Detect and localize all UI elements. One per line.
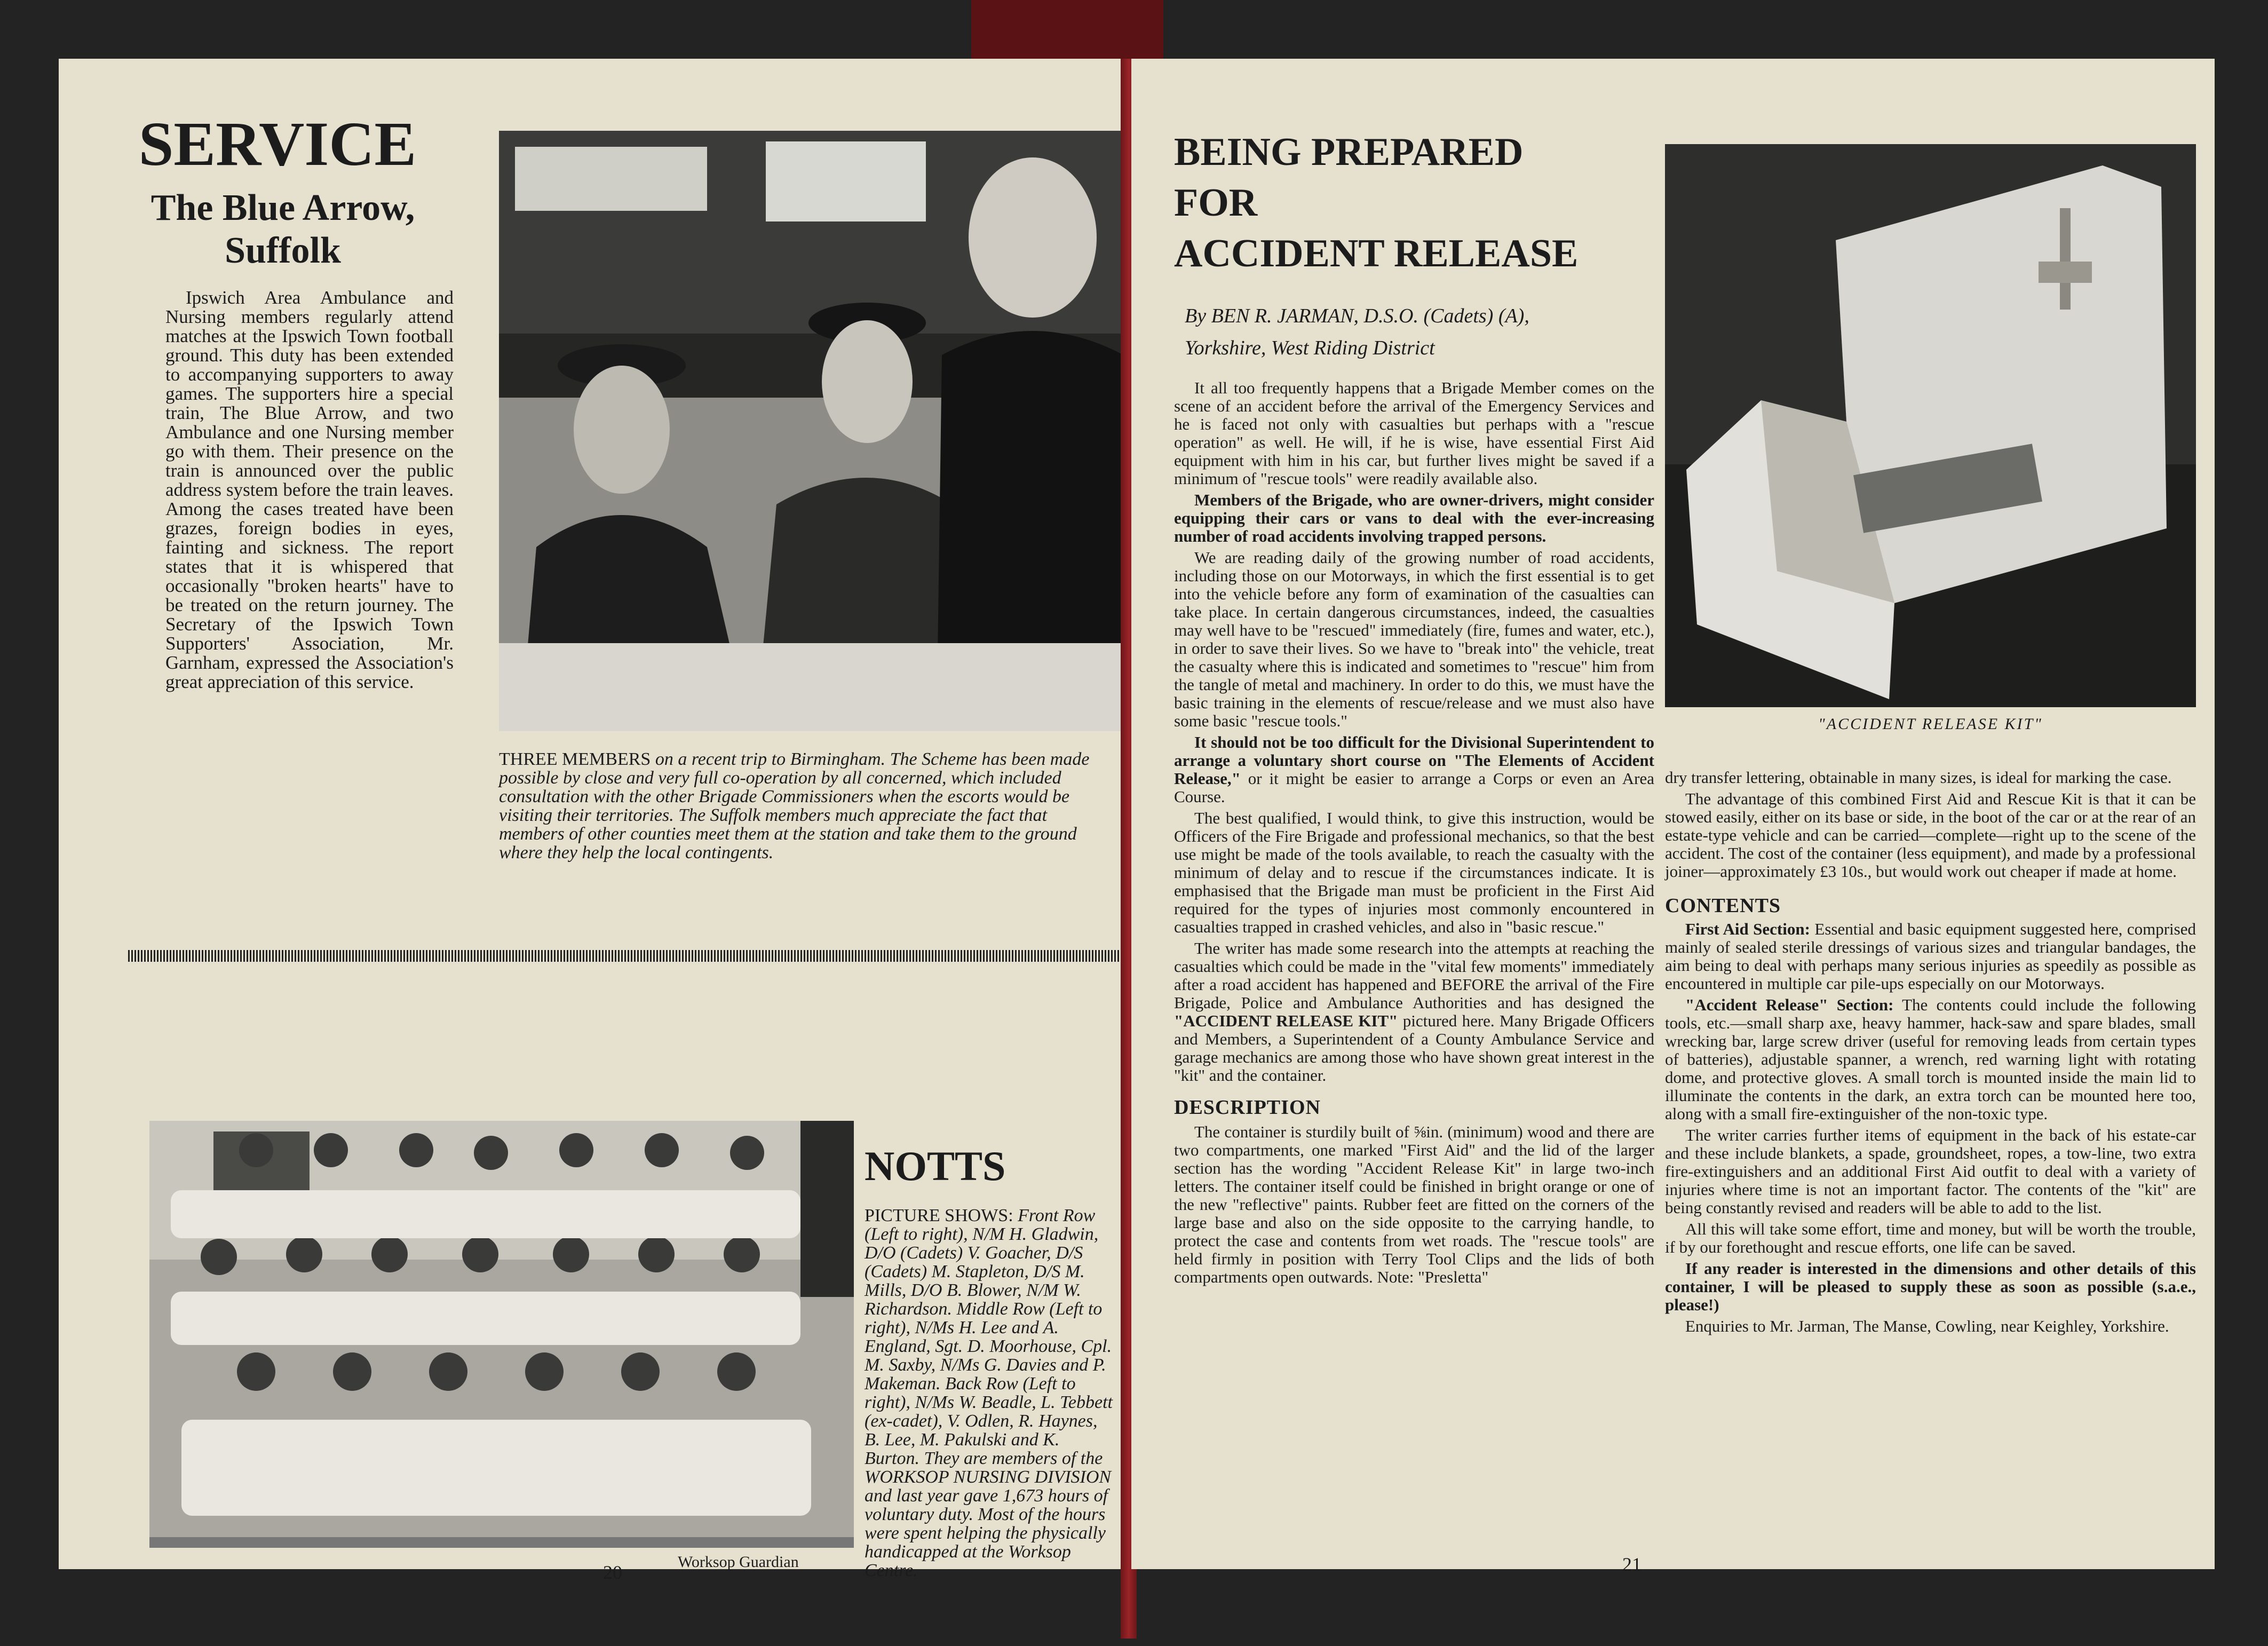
service-title: SERVICE bbox=[138, 109, 417, 179]
service-subtitle: The Blue Arrow, Suffolk bbox=[150, 187, 415, 271]
accident-release-kit-photo bbox=[1665, 144, 2196, 707]
service-body-text: Ipswich Area Ambulance and Nursing members regularly attend matches at the Ipswich Town football ground. This duty has been extended to accompanying supporters to away games. The supporters hire a special train, The Blue Arrow, and two Ambulance and one Nursing member go with them. Their presence on the train is announced over the public address system before the train leaves. Among the cases treated have been grazes, foreign bodies in eyes, fainting and sickness. The report states that it is whispered that occasionally "broken hearts" have to be treated on the return journey. The Secretary of the Ipswich Town Supporters' Association, Mr. Garnham, expressed the Association's great appreciation of this service. bbox=[165, 287, 454, 692]
page-number-right: 21 bbox=[1622, 1554, 1641, 1575]
para-2: Members of the Brigade, who are owner-drivers, might consider equipping their cars or vans to deal with the ever-increasing number of road accidents involving trapped persons. bbox=[1174, 490, 1654, 545]
description-heading: DESCRIPTION bbox=[1174, 1096, 1321, 1119]
service-body bbox=[165, 288, 454, 695]
para-5: The best qualified, I would think, to give this instruction, would be Officers of the Fire Brigade and professional mechanics, so that the best use might be made of the tools available, to reach the casualty with the minimum of delay and to rescue if the circumstances indicate. It is emphasised that the Brigade man must be proficient in the First Aid required for the types of injuries most commonly encountered in casualties trapped in crashed vehicles, and also in "basic rescue." bbox=[1174, 809, 1654, 936]
notts-caption bbox=[865, 1206, 1115, 1580]
para-4 bbox=[1174, 733, 1654, 806]
para-9: The advantage of this combined First Aid and Rescue Kit is that it can be stowed easily, either on its base or side, in the boot of the car or at the rear of an estate-type vehicle and can be carried—complete—right up to the scene of the accident. The cost of the container (less equipment), and made by a professional joiner—approximately £3 10s., but would work out cheaper if made at home. bbox=[1665, 789, 2196, 881]
para-13: All this will take some effort, time and money, but will be worth the trouble, if by our forethought and rescue efforts, one life can be saved. bbox=[1665, 1220, 2196, 1256]
para-4-bold: It should not be too difficult for the Divisional Superintendent to arrange a voluntary short course on "The Elements of Accident Release," bbox=[1174, 733, 1654, 788]
para-10-text: Essential and basic equipment suggested here, comprised mainly of sealed sterile dressings of various sizes and triangular bandages, the aim being to deal with perhaps many serious injuries as speedily as possible as encountered in multiple car pile-ups especially on our Motorways. bbox=[1665, 920, 2196, 993]
para-6 bbox=[1174, 939, 1654, 1085]
para-3: We are reading daily of the growing number of road accidents, including those on our Motorways, in which the first essential is to get into the vehicle before any form of examination of the casualties can take place. In certain dangerous circumstances, indeed, the casualties may well have to be "rescued" immediately (fire, fumes and water, etc.), in order to save their lives. So we have to "break into" the vehicle, treat the casualty where this is indicated and sometimes to "rescue" him from the tangle of metal and machinery. In order to do this, we must have the basic training in the elements of rescue/release and we must also have some basic "rescue tools." bbox=[1174, 548, 1654, 730]
notts-caption-text: Front Row (Left to right), N/M H. Gladwin, D/O (Cadets) V. Goacher, D/S (Cadets) M. Stapleton, D/S M. Mills, D/O B. Blower, N/M W. Richardson. Middle Row (Left to right), N/Ms H. Lee and A. England, Sgt. D. Moorhouse, Cpl. M. Saxby, N/Ms G. Davies and P. Makeman. Back Row (Left to right), N/Ms W. Beadle, L. Tebbett (ex-cadet), V. Odlen, R. Haynes, B. Lee, M. Pakulski and K. Burton. They are members of the WORKSOP NURSING DIVISION and last year gave 1,673 hours of voluntary duty. Most of the hours were spent helping the physically handicapped at the Worksop Centre. bbox=[865, 1206, 1113, 1580]
notts-photo bbox=[149, 1121, 854, 1548]
para-6-a: The writer has made some research into the attempts at reaching the casualties which could be made in the "vital few moments" immediately after a road accident has happened and BEFORE the arrival of the Fire Brigade, Police and Ambulance Authorities and has designed the bbox=[1174, 939, 1654, 1012]
para-11-bold: "Accident Release" Section: bbox=[1685, 995, 1894, 1014]
para-6-bold: "ACCIDENT RELEASE KIT" bbox=[1174, 1011, 1398, 1030]
three-members-caption-text: on a recent trip to Birmingham. The Scheme has been made possible by close and very full co-operation by all concerned, which included consultation with the other Brigade Commissioners when the escorts would be visiting their territories. The Suffolk members much appreciate the fact that members of other counties meet them at the station and take them to the ground where they help the local contingents. bbox=[499, 749, 1090, 862]
left-page bbox=[59, 59, 1126, 1583]
notts-caption-lead: PICTURE SHOWS: bbox=[865, 1206, 1013, 1225]
para-14: If any reader is interested in the dimensions and other details of this container, I will be pleased to supply these as soon as possible (s.a.e., please!) bbox=[1665, 1259, 2196, 1314]
para-15: Enquiries to Mr. Jarman, The Manse, Cowling, near Keighley, Yorkshire. bbox=[1685, 1317, 2169, 1335]
byline-2: Yorkshire, West Riding District bbox=[1185, 337, 1435, 359]
three-members-caption-lead: THREE MEMBERS bbox=[499, 749, 651, 769]
three-members-photo bbox=[499, 131, 1123, 731]
byline-1: By BEN R. JARMAN, D.S.O. (Cadets) (A), bbox=[1185, 305, 1529, 327]
article-title-line3: ACCIDENT RELEASE bbox=[1174, 232, 1579, 275]
para-11 bbox=[1665, 996, 2196, 1123]
para-7: The container is sturdily built of ⅝in. (minimum) wood and there are two compartments, one marked "First Aid" and the lid of the larger section has the wording "Accident Release Kit" in large two-inch letters. The container itself could be finished in bright orange or one of the new "reflective" paints. Rubber feet are fitted on the corners of the large base and also on the side opposite to the carrying handle, to protect the case and contents from wet roads. The "rescue tools" are held firmly in position with Terry Tool Clips and the lids of both compartments open outwards. Note: "Presletta" bbox=[1174, 1122, 1654, 1286]
kit-caption: "ACCIDENT RELEASE KIT" bbox=[1818, 715, 2043, 733]
article-title-line2: FOR bbox=[1174, 181, 1258, 225]
article-title-line1: BEING PREPARED bbox=[1174, 130, 1524, 174]
contents-heading: CONTENTS bbox=[1665, 895, 1781, 917]
article-column-1 bbox=[1174, 379, 1654, 1289]
para-8: dry transfer lettering, obtainable in many sizes, is ideal for marking the case. bbox=[1665, 768, 2172, 787]
page-number-left: 20 bbox=[603, 1562, 622, 1583]
para-4-rest: or it might be easier to arrange a Corps or even an Area Course. bbox=[1174, 769, 1655, 806]
para-10-bold: First Aid Section: bbox=[1685, 920, 1810, 938]
para-10 bbox=[1665, 920, 2196, 993]
right-page bbox=[1131, 59, 2215, 1575]
page-divider-left bbox=[128, 950, 1126, 962]
photo-credit: Worksop Guardian bbox=[678, 1553, 799, 1571]
para-6-b: pictured here. Many Brigade Officers and Members, a Superintendent of a County Ambulance Service and garage mechanics are among those who have shown great interest in the "kit" and the container. bbox=[1174, 1011, 1655, 1085]
para-12: The writer carries further items of equipment in the back of his estate-car and these include blankets, a spade, groundsheet, ropes, a tow-line, two extra fire-extinguishers and an additional First Aid outfit to deal with a variety of injuries where time is not an important factor. The contents of the "kit" are being constantly revised and readers will be able to add to the list. bbox=[1665, 1126, 2196, 1217]
three-members-caption bbox=[499, 750, 1107, 862]
para-1: It all too frequently happens that a Brigade Member comes on the scene of an accident before the arrival of the Emergency Services and he is faced not only with casualties but perhaps with a "rescue operation" as well. He will, if he is wise, have essential First Aid equipment with him in his car, but further lives might be saved if a minimum of "rescue tools" were readily available also. bbox=[1174, 378, 1654, 488]
article-column-2 bbox=[1665, 769, 2196, 1339]
para-11-text: The contents could include the following tools, etc.—small sharp axe, heavy hammer, hack-saw and spare blades, small wrecking bar, large screw driver (useful for removing leads from certain types of batteries), adjustable spanner, a wrench, red warning light with rotating dome, and protective gloves. A small torch is mounted inside the main lid to illuminate the contents in the dark, an extra torch can be mounted here too, along with a small fire-extinguisher of the non-toxic type. bbox=[1665, 995, 2196, 1123]
notts-title: NOTTS bbox=[865, 1143, 1006, 1189]
